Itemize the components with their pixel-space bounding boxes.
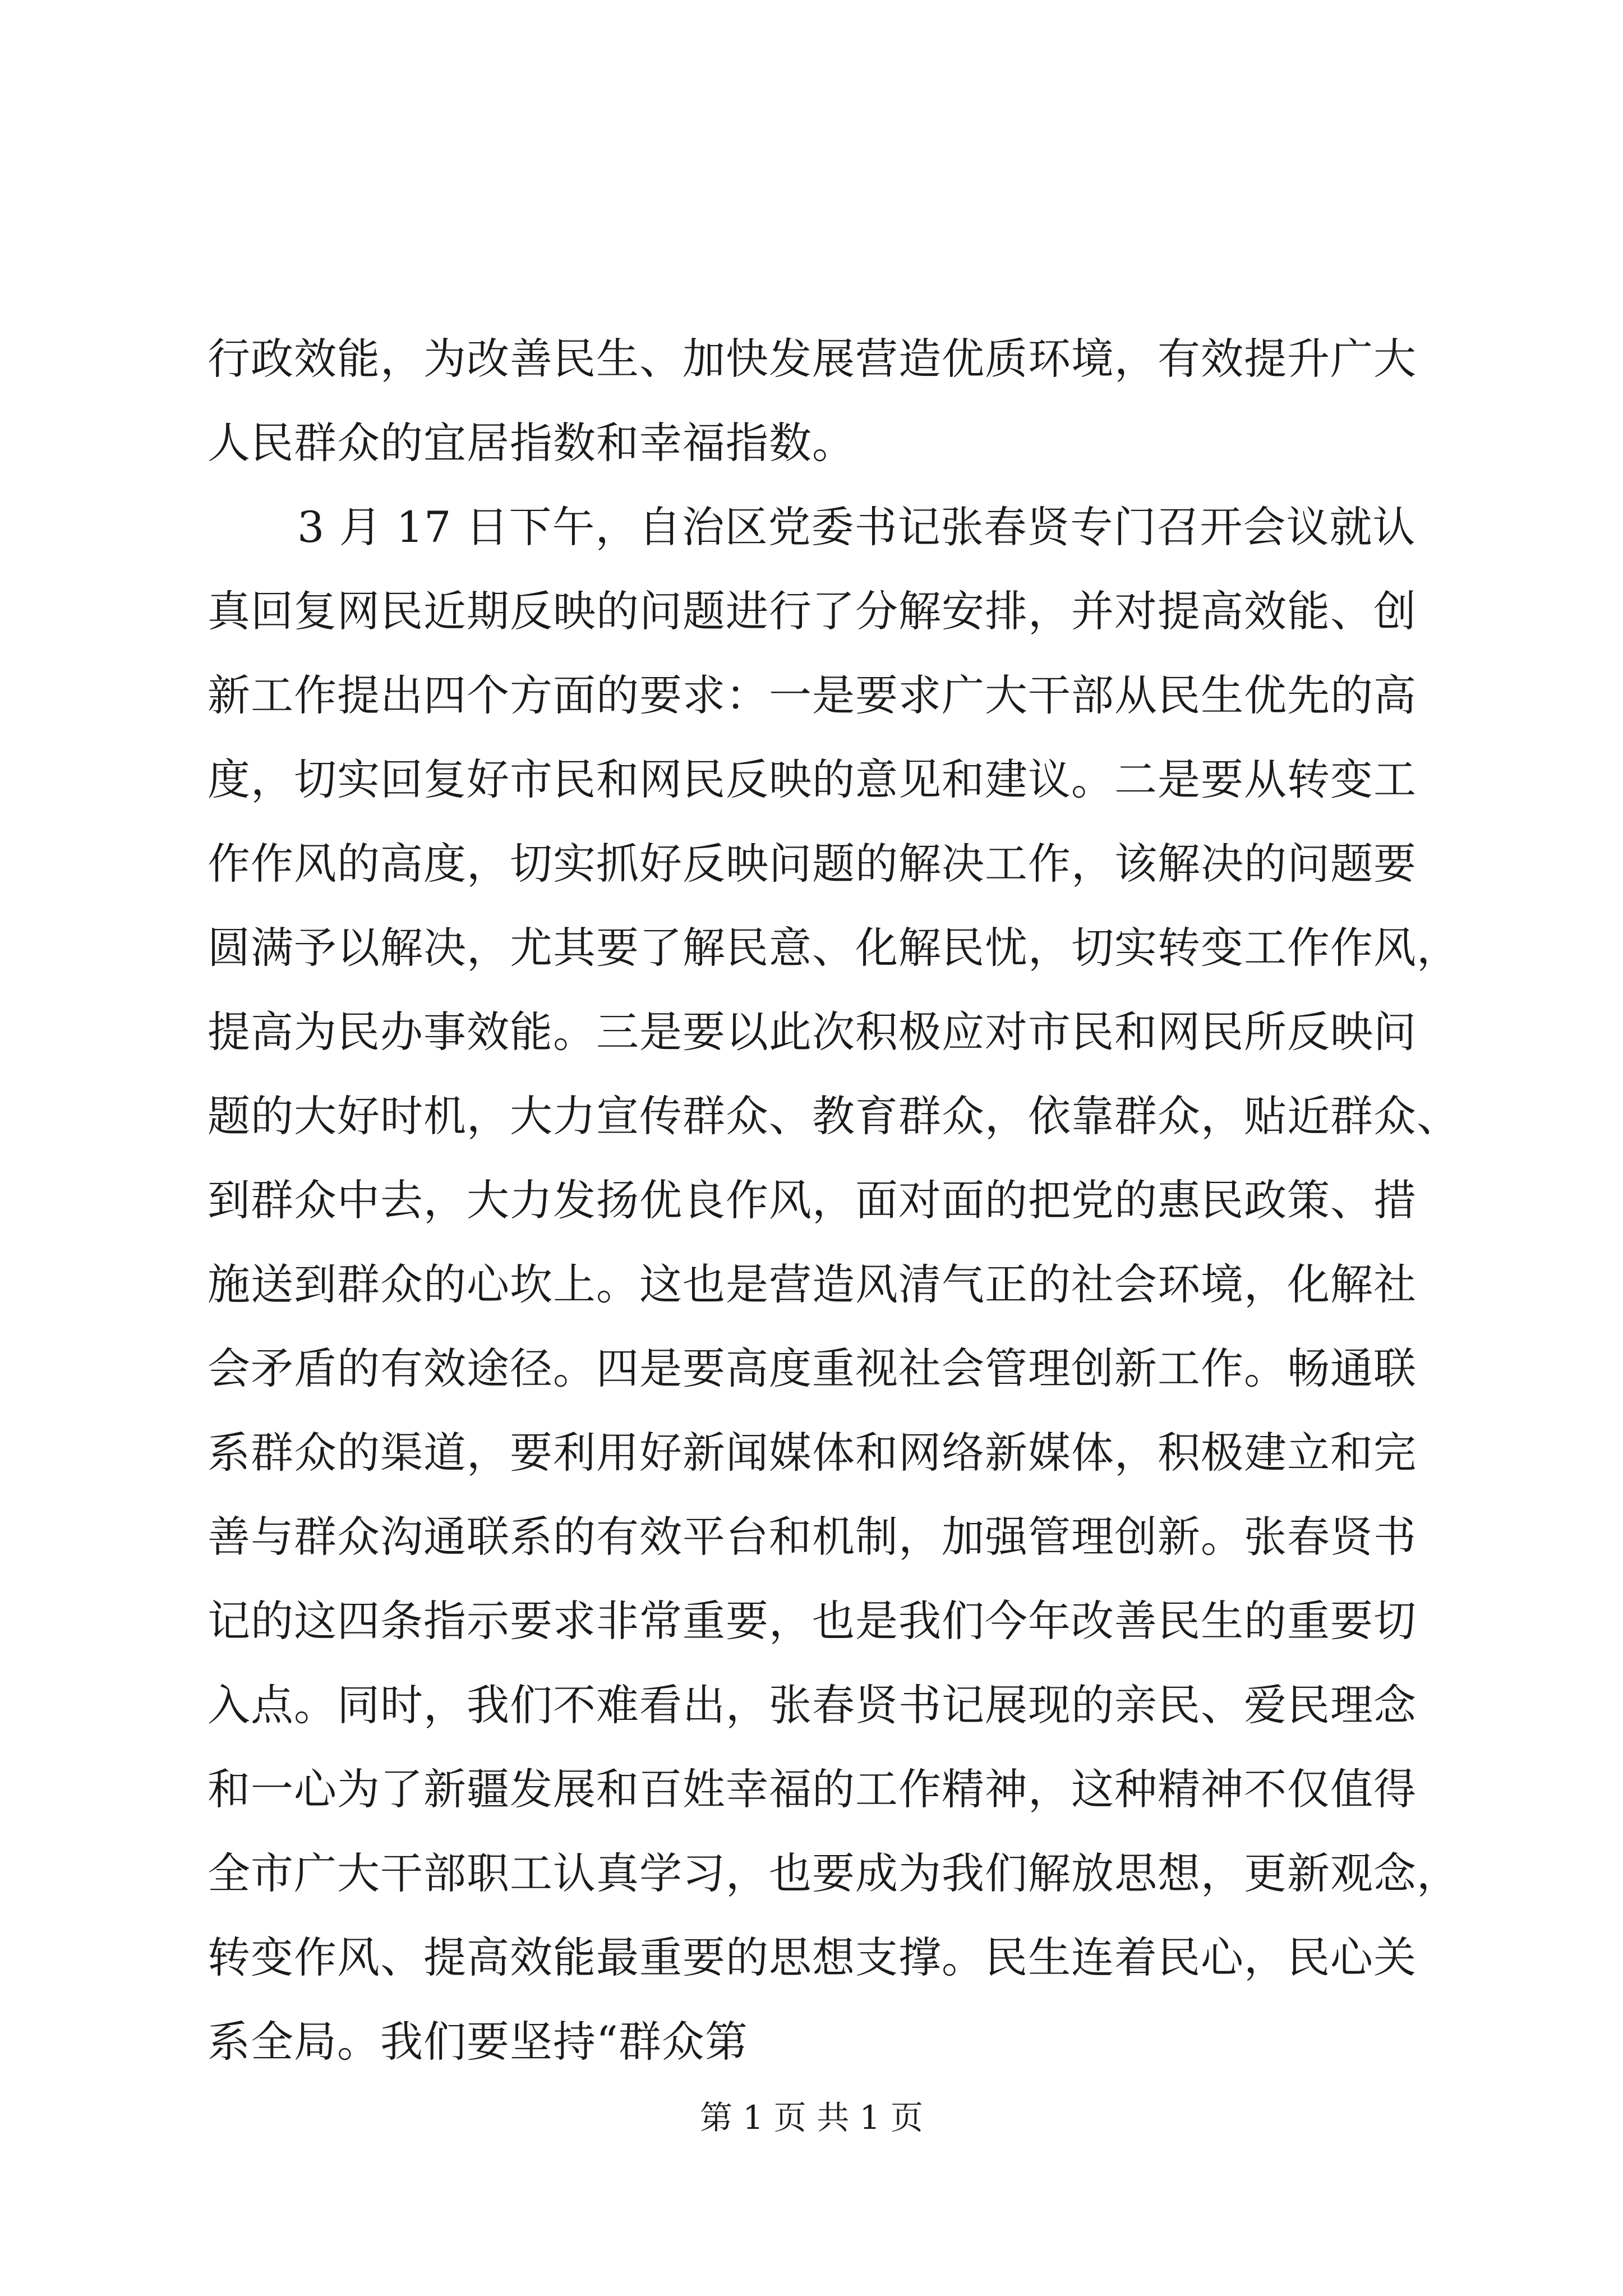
text-line: 全市广大干部职工认真学习，也要成为我们解放思想，更新观念， [208, 1848, 1460, 1898]
text-line: 人民群众的宜居指数和幸福指数。 [208, 418, 855, 468]
text-line: 记的这四条指示要求非常重要，也是我们今年改善民生的重要切 [208, 1596, 1417, 1646]
text-line: 真回复网民近期反映的问题进行了分解安排，并对提高效能、创 [208, 586, 1417, 636]
text-line: 作作风的高度，切实抓好反映问题的解决工作，该解决的问题要 [208, 839, 1417, 889]
page-number-footer: 第 1 页 共 1 页 [700, 2099, 923, 2137]
text-line: 善与群众沟通联系的有效平台和机制，加强管理创新。张春贤书 [208, 1512, 1417, 1562]
text-line: 题的大好时机，大力宣传群众、教育群众，依靠群众，贴近群众、 [208, 1091, 1460, 1141]
text-line: 转变作风、提高效能最重要的思想支撑。民生连着民心，民心关 [208, 1932, 1417, 1982]
text-line: 和一心为了新疆发展和百姓幸福的工作精神，这种精神不仅值得 [208, 1764, 1417, 1814]
text-line: 系全局。我们要坚持“群众第 [208, 2017, 748, 2067]
text-line: 新工作提出四个方面的要求：一是要求广大干部从民生优先的高 [208, 670, 1417, 720]
text-line: 施送到群众的心坎上。这也是营造风清气正的社会环境，化解社 [208, 1259, 1417, 1309]
text-line: 度，切实回复好市民和网民反映的意见和建议。二是要从转变工 [208, 754, 1417, 804]
text-line: 圆满予以解决，尤其要了解民意、化解民忧，切实转变工作作风， [208, 923, 1460, 973]
text-line: 提高为民办事效能。三是要以此次积极应对市民和网民所反映问 [208, 1007, 1417, 1057]
text-line: 行政效能，为改善民生、加快发展营造优质环境，有效提升广大 [208, 334, 1417, 384]
text-line: 会矛盾的有效途径。四是要高度重视社会管理创新工作。畅通联 [208, 1343, 1417, 1393]
text-line: 入点。同时，我们不难看出，张春贤书记展现的亲民、爱民理念 [208, 1680, 1417, 1730]
paragraph-first-line: 3 月 17 日下午，自治区党委书记张春贤专门召开会议就认 [297, 502, 1416, 552]
text-line: 系群众的渠道，要利用好新闻媒体和网络新媒体，积极建立和完 [208, 1428, 1417, 1478]
text-line: 到群众中去，大力发扬优良作风，面对面的把党的惠民政策、措 [208, 1175, 1417, 1225]
